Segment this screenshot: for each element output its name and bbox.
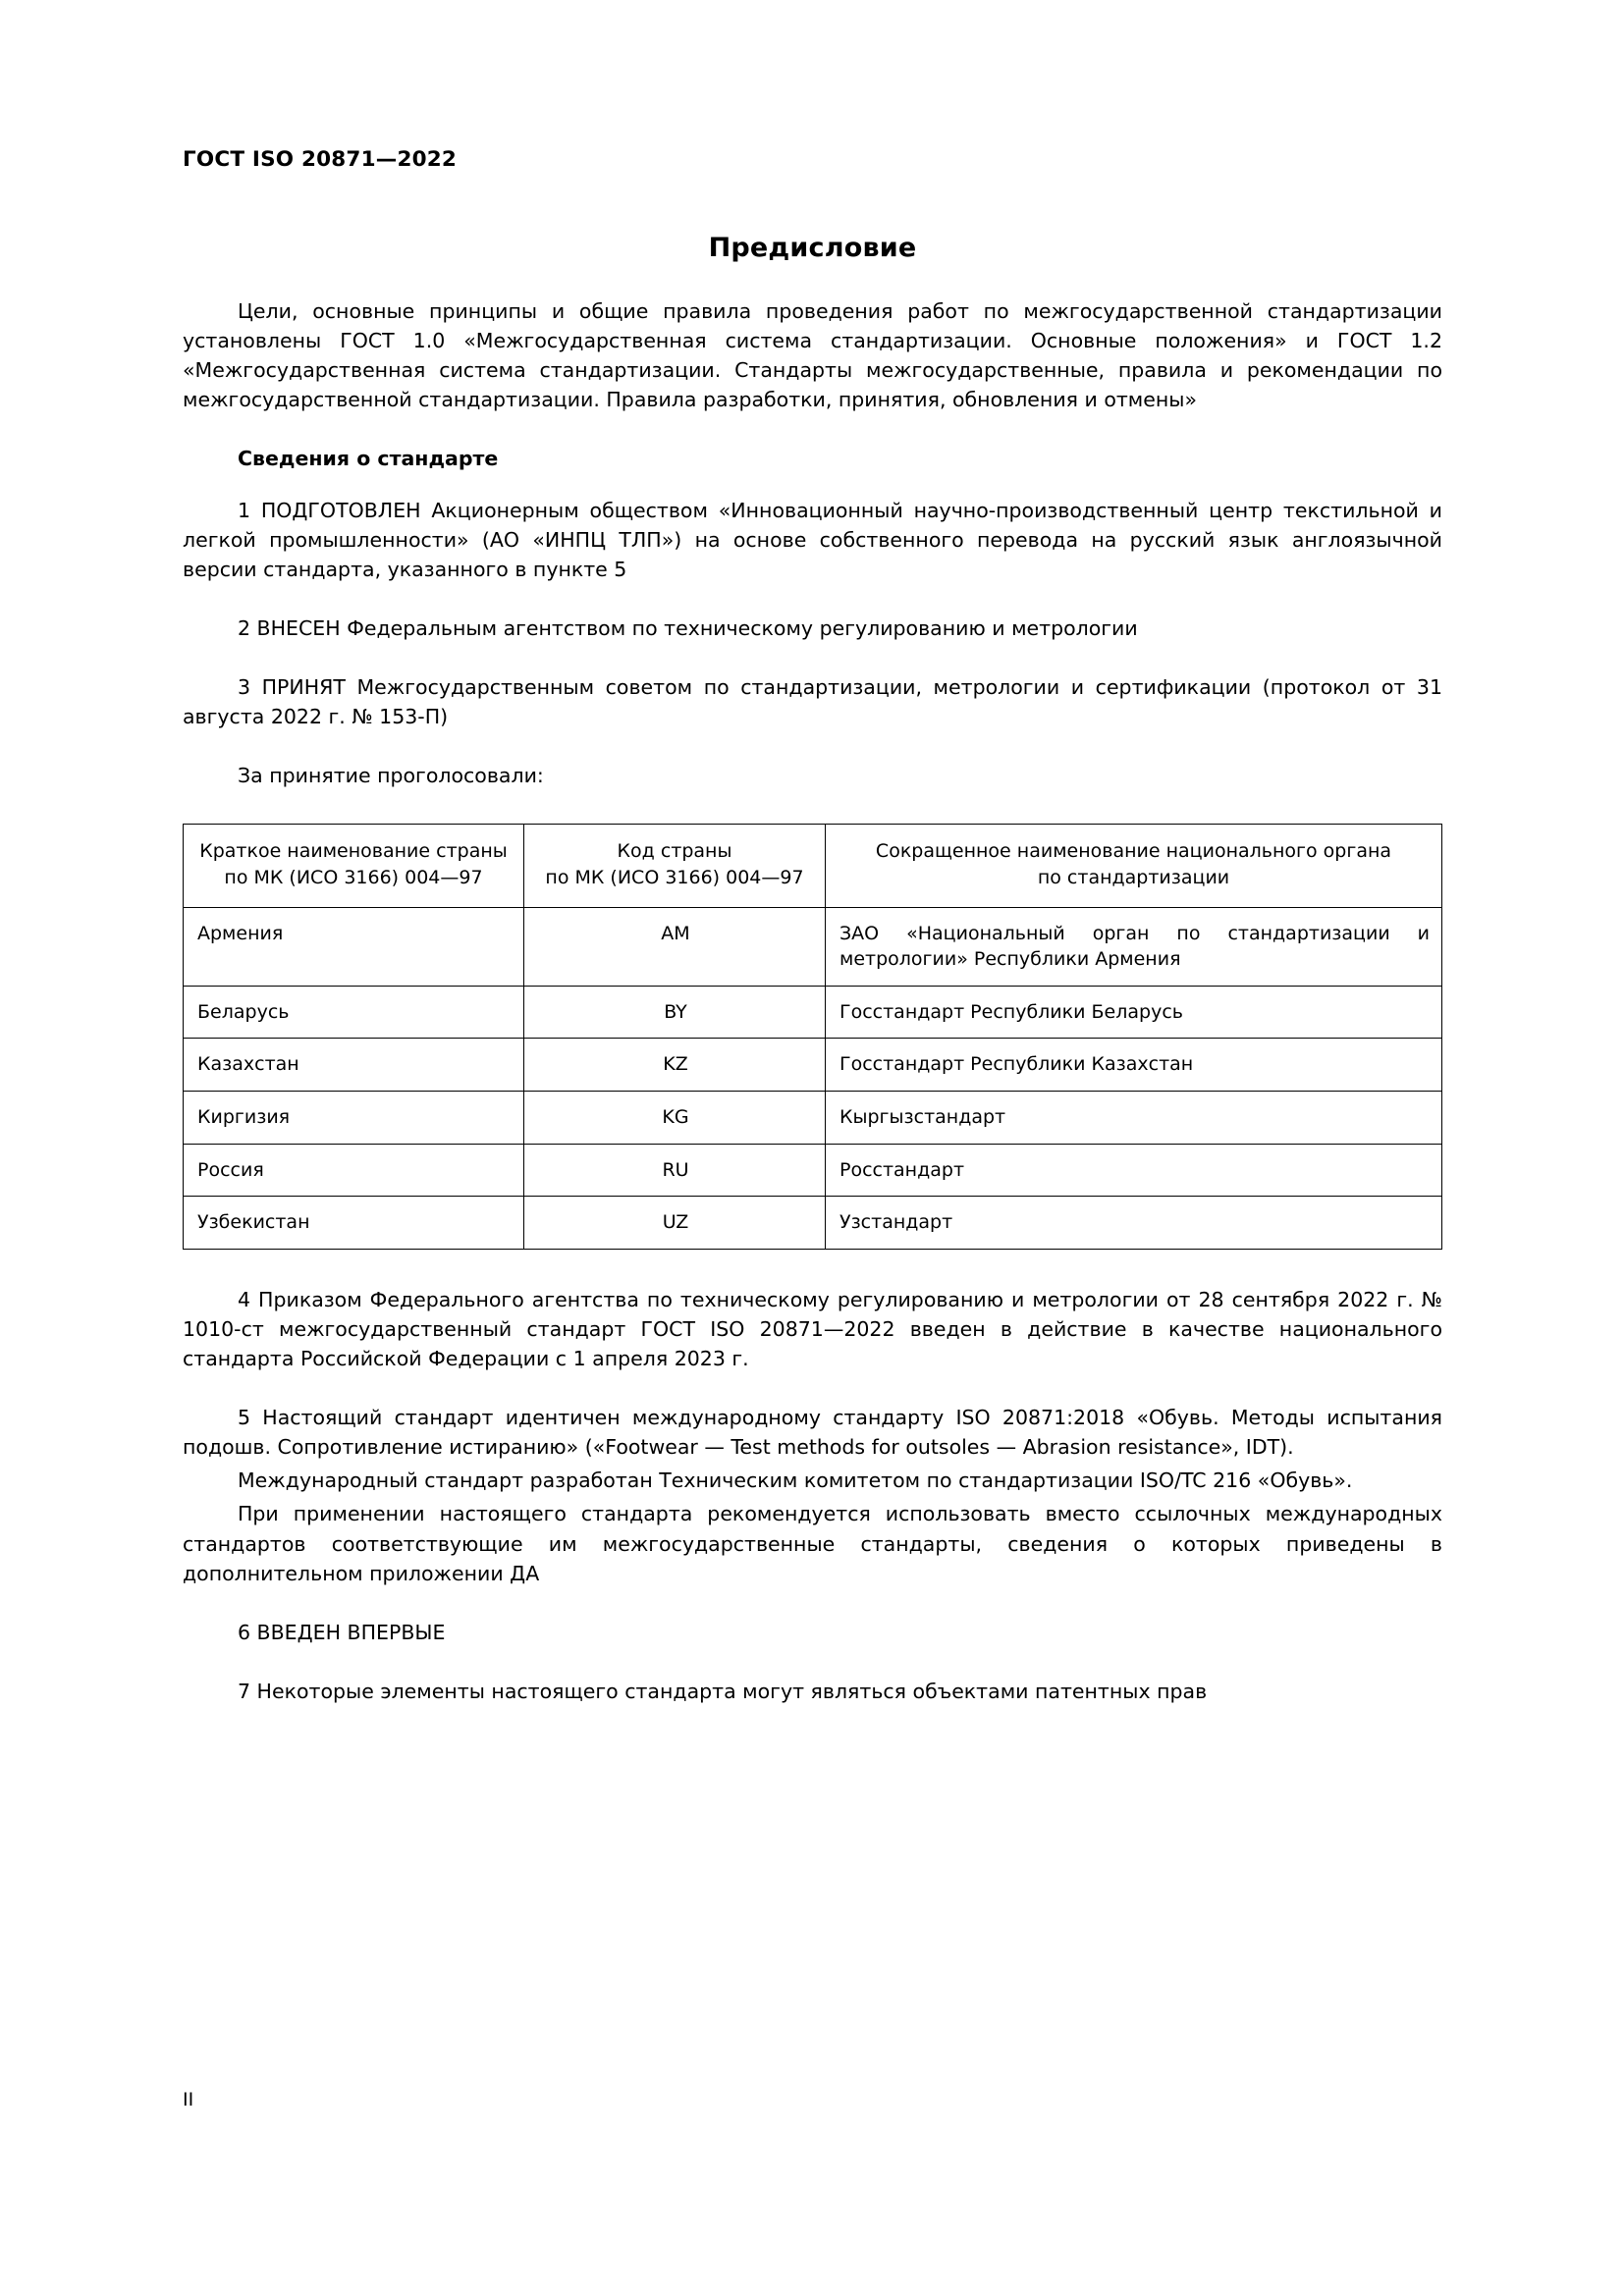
cell-country-code: AM [524, 907, 826, 986]
intro-paragraph: Цели, основные принципы и общие правила проведения работ по межгосударственной стандартизации установлены ГОСТ 1.0 «Межгосударственная система стандартизации. Основные положения» и ГОСТ 1.2 «Межгосударственная система стандартизации. Стандарты межгосударственные, правила и рекомендации по межгосударственной стандартизации. Правила разработки, принятия, обновления и отмены» [183, 299, 1442, 412]
page-title: Предисловие [708, 233, 917, 263]
table-row [184, 1091, 1442, 1144]
clause-5-reference-standards: При применении настоящего стандарта рекомендуется использовать вместо ссылочных международных стандартов соответствующие им межгосударственные стандарты, сведения о которых приведены в дополнительном приложении ДА [183, 1502, 1442, 1585]
cell-country-code: BY [524, 986, 826, 1039]
table-header-country-name-line2: по МК (ИСО 3166) 004—97 [224, 866, 483, 888]
clause-1-prepared-by: 1 ПОДГОТОВЛЕН Акционерным обществом «Инновационный научно-производственный центр текстильной и легкой промышленности» (АО «ИНПЦ ТЛП») на основе собственного перевода на русский язык англоязычной версии стандарта, указанного в пункте 5 [183, 498, 1442, 581]
clause-3-adopted-by: 3 ПРИНЯТ Межгосударственным советом по стандартизации, метрологии и сертификации (протокол от 31 августа 2022 г. № 153-П) [183, 675, 1442, 729]
section-heading-standard-info: Сведения о стандарте [238, 446, 499, 470]
table-header-organization-line2: по стандартизации [1037, 866, 1230, 888]
table-header-row [184, 825, 1442, 907]
cell-organization: Госстандарт Республики Беларусь [826, 986, 1442, 1039]
cell-country-name: Россия [184, 1144, 524, 1197]
cell-country-name: Армения [184, 907, 524, 986]
table-row [184, 1197, 1442, 1250]
table-header-country-name-line1: Краткое наименование страны [199, 840, 508, 863]
table-row [184, 1039, 1442, 1092]
cell-country-code: RU [524, 1144, 826, 1197]
voting-countries-table [183, 824, 1442, 1249]
table-header-country-code [524, 825, 826, 907]
cell-country-code: KZ [524, 1039, 826, 1092]
standard-code-header: ГОСТ ISO 20871—2022 [183, 147, 458, 172]
cell-country-name: Узбекистан [184, 1197, 524, 1250]
cell-country-code: UZ [524, 1197, 826, 1250]
cell-country-name: Киргизия [184, 1091, 524, 1144]
cell-country-name: Беларусь [184, 986, 524, 1039]
table-row [184, 907, 1442, 986]
clause-6-introduced-first-time: 6 ВВЕДЕН ВПЕРВЫЕ [238, 1620, 446, 1644]
cell-organization: Узстандарт [826, 1197, 1442, 1250]
table-row [184, 986, 1442, 1039]
cell-country-code: KG [524, 1091, 826, 1144]
page-number-footer: II [183, 2089, 194, 2110]
cell-organization: Росстандарт [826, 1144, 1442, 1197]
table-header-country-name [184, 825, 524, 907]
table-header-country-code-line1: Код страны [617, 840, 732, 863]
cell-organization: Кыргызстандарт [826, 1091, 1442, 1144]
cell-country-name: Казахстан [184, 1039, 524, 1092]
cell-organization: ЗАО «Национальный орган по стандартизации и метрологии» Республики Армения [826, 907, 1442, 986]
clause-2-submitted-by: 2 ВНЕСЕН Федеральным агентством по техническому регулированию и метрологии [238, 615, 1138, 640]
table-header-country-code-line2: по МК (ИСО 3166) 004—97 [545, 866, 804, 888]
table-header-organization [826, 825, 1442, 907]
table-header-organization-line1: Сокращенное наименование национального органа [875, 840, 1392, 863]
clause-5-identical-standard: 5 Настоящий стандарт идентичен международному стандарту ISO 20871:2018 «Обувь. Методы испытания подошв. Сопротивление истиранию» («Footwear — Test methods for outsoles — Abrasion resistance», IDT). [183, 1406, 1442, 1460]
clause-7-patent-rights: 7 Некоторые элементы настоящего стандарта могут являться объектами патентных прав [238, 1679, 1208, 1703]
vote-intro-text: За принятие проголосовали: [238, 764, 544, 788]
clause-5-technical-committee: Международный стандарт разработан Техническим комитетом по стандартизации ISO/TC 216 «Обувь». [238, 1468, 1353, 1493]
table-row [184, 1144, 1442, 1197]
page-content [183, 147, 1442, 1706]
cell-organization: Госстандарт Республики Казахстан [826, 1039, 1442, 1092]
clause-4-order: 4 Приказом Федерального агентства по техническому регулированию и метрологии от 28 сентября 2022 г. № 1010-ст межгосударственный стандарт ГОСТ ISO 20871—2022 введен в действие в качестве национального стандарта Российской Федерации с 1 апреля 2023 г. [183, 1287, 1442, 1370]
